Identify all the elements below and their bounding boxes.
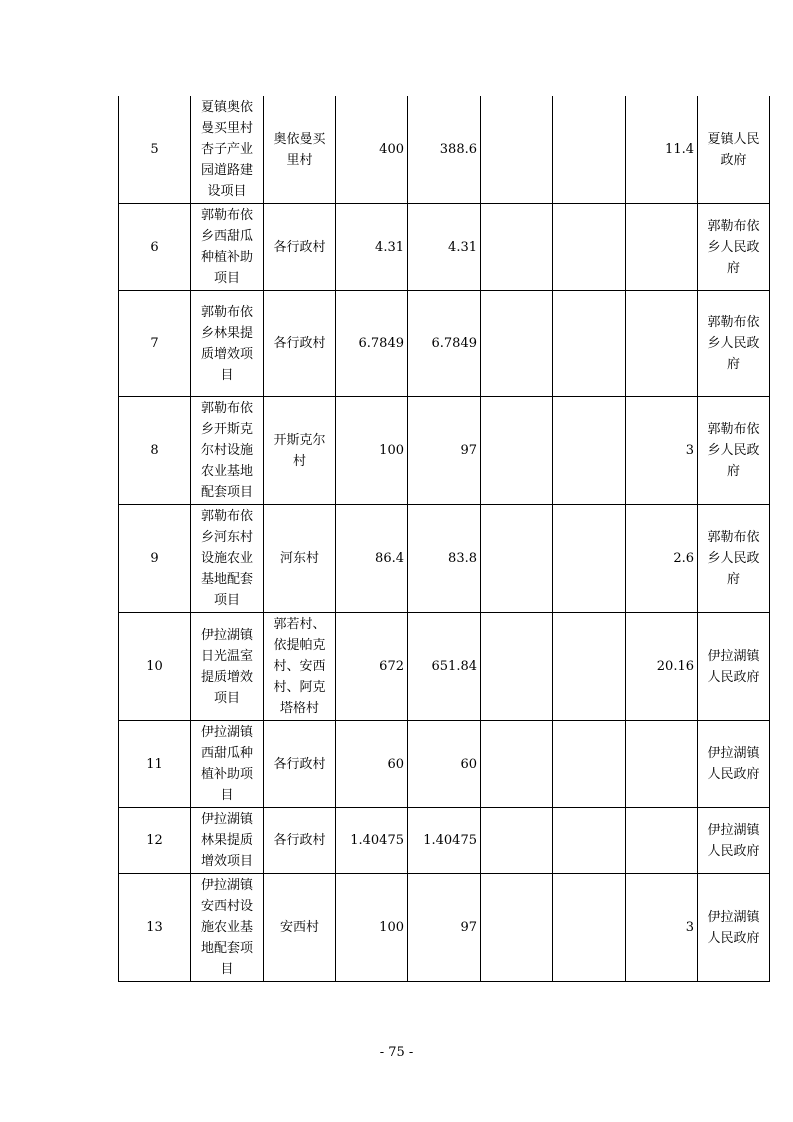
fund-amount-4: 20.16: [656, 659, 694, 674]
fund-amount-1-cell: [408, 291, 481, 397]
row-number-cell: [119, 808, 191, 874]
fund-amount-2-cell: [481, 204, 553, 291]
fund-amount-4: 3: [685, 443, 694, 458]
total-amount: 1.40475: [350, 833, 404, 848]
implementation-scope-cell: [264, 505, 336, 613]
responsible-unit-cell: [698, 613, 770, 721]
total-amount-cell: [336, 291, 408, 397]
total-amount-cell: [336, 505, 408, 613]
fund-amount-4: 3: [685, 920, 694, 935]
responsible-unit: 伊拉湖镇 人民政府: [707, 909, 760, 946]
fund-amount-2-cell: [481, 397, 553, 505]
fund-amount-1: 4.31: [448, 239, 477, 255]
row-number-cell: [119, 874, 191, 982]
implementation-scope-cell: [264, 397, 336, 505]
implementation-scope: 各行政村: [273, 239, 326, 255]
total-amount: 672: [379, 659, 404, 674]
total-amount: 4.31: [375, 239, 404, 255]
project-name-cell: [191, 808, 264, 874]
fund-amount-1: 6.7849: [431, 336, 477, 351]
implementation-scope-cell: [264, 874, 336, 982]
responsible-unit: 郭勒布依 乡人民政 府: [707, 218, 760, 276]
fund-amount-3-cell: [553, 721, 626, 808]
fund-amount-2-cell: [481, 874, 553, 982]
implementation-scope-cell: [264, 204, 336, 291]
row-number: 5: [150, 142, 159, 157]
table-row: [119, 874, 770, 982]
total-amount-cell: [336, 397, 408, 505]
project-name-cell: [191, 204, 264, 291]
row-number: 6: [150, 239, 159, 255]
row-number: 11: [146, 756, 163, 772]
project-name: 郭勒布依 乡开斯克 尔村设施 农业基地 配套项目: [200, 401, 253, 500]
fund-amount-3-cell: [553, 96, 626, 204]
responsible-unit-cell: [698, 808, 770, 874]
total-amount-cell: [336, 808, 408, 874]
fund-amount-1: 97: [460, 920, 477, 935]
responsible-unit: 郭勒布依 乡人民政 府: [707, 315, 760, 372]
table-body: [119, 96, 770, 982]
row-number-cell: [119, 613, 191, 721]
row-number-cell: [119, 505, 191, 613]
fund-amount-2-cell: [481, 808, 553, 874]
fund-amount-4-cell: [626, 397, 698, 505]
responsible-unit: 伊拉湖镇 人民政府: [707, 648, 760, 685]
responsible-unit: 伊拉湖镇 人民政府: [707, 746, 760, 782]
total-amount: 86.4: [375, 551, 404, 566]
fund-amount-1-cell: [408, 397, 481, 505]
project-name-cell: [191, 613, 264, 721]
row-number: 12: [146, 833, 163, 848]
fund-amount-2-cell: [481, 291, 553, 397]
implementation-scope-cell: [264, 291, 336, 397]
total-amount: 100: [379, 920, 404, 935]
fund-amount-3-cell: [553, 808, 626, 874]
fund-amount-4-cell: [626, 808, 698, 874]
fund-amount-3-cell: [553, 613, 626, 721]
project-name-cell: [191, 874, 264, 982]
project-name-cell: [191, 397, 264, 505]
responsible-unit-cell: [698, 397, 770, 505]
project-name: 郭勒布依 乡河东村 设施农业 基地配套 项目: [200, 509, 253, 608]
table-row: [119, 808, 770, 874]
implementation-scope: 安西村: [279, 920, 319, 935]
fund-amount-4-cell: [626, 204, 698, 291]
fund-amount-3-cell: [553, 874, 626, 982]
project-name: 伊拉湖镇 日光温室 提质增效 项目: [200, 627, 253, 706]
row-number: 9: [150, 551, 159, 566]
table-row: [119, 505, 770, 613]
implementation-scope-cell: [264, 721, 336, 808]
fund-amount-1: 60: [460, 756, 477, 772]
row-number: 10: [146, 659, 163, 674]
table-row: [119, 291, 770, 397]
row-number-cell: [119, 96, 191, 204]
implementation-scope: 各行政村: [273, 336, 326, 351]
total-amount: 100: [379, 443, 404, 458]
fund-amount-2-cell: [481, 96, 553, 204]
fund-amount-4-cell: [626, 96, 698, 204]
responsible-unit-cell: [698, 874, 770, 982]
fund-amount-2-cell: [481, 721, 553, 808]
row-number: 7: [150, 336, 159, 351]
implementation-scope: 各行政村: [273, 756, 326, 772]
responsible-unit: 郭勒布依 乡人民政 府: [707, 422, 760, 479]
implementation-scope: 河东村: [279, 551, 319, 566]
page-number: - 75 -: [379, 1045, 414, 1060]
project-name: 伊拉湖镇 安西村设 施农业基 地配套项 目: [200, 878, 253, 977]
fund-amount-1-cell: [408, 505, 481, 613]
fund-amount-1-cell: [408, 96, 481, 204]
fund-amount-4: 11.4: [665, 142, 694, 157]
fund-amount-1: 1.40475: [423, 833, 477, 848]
implementation-scope: 开斯克尔 村: [273, 432, 326, 469]
project-name-cell: [191, 96, 264, 204]
fund-amount-3-cell: [553, 397, 626, 505]
row-number-cell: [119, 291, 191, 397]
row-number: 8: [150, 443, 159, 458]
project-name: 伊拉湖镇 西甜瓜种 植补助项 目: [200, 725, 253, 803]
implementation-scope: 奥依曼买 里村: [273, 131, 326, 168]
fund-amount-2-cell: [481, 505, 553, 613]
fund-amount-3-cell: [553, 505, 626, 613]
table-row: [119, 721, 770, 808]
responsible-unit-cell: [698, 291, 770, 397]
fund-amount-4-cell: [626, 613, 698, 721]
row-number-cell: [119, 397, 191, 505]
table-row: [119, 613, 770, 721]
responsible-unit: 伊拉湖镇 人民政府: [707, 822, 760, 859]
total-amount-cell: [336, 96, 408, 204]
total-amount-cell: [336, 613, 408, 721]
project-name: 郭勒布依 乡西甜瓜 种植补助 项目: [200, 208, 253, 286]
fund-amount-1-cell: [408, 204, 481, 291]
responsible-unit: 郭勒布依 乡人民政 府: [707, 530, 760, 587]
row-number-cell: [119, 204, 191, 291]
project-name-cell: [191, 721, 264, 808]
project-name: 郭勒布依 乡林果提 质增效项 目: [200, 304, 253, 383]
fund-amount-4: 2.6: [673, 551, 694, 566]
table-row: [119, 397, 770, 505]
total-amount-cell: [336, 874, 408, 982]
implementation-scope: 郭若村、 依提帕克 村、安西 村、阿克 塔格村: [273, 617, 326, 716]
fund-amount-1: 97: [460, 443, 477, 458]
project-name: 伊拉湖镇 林果提质 增效项目: [200, 812, 253, 869]
fund-amount-1: 388.6: [439, 142, 477, 157]
fund-amount-1: 83.8: [448, 551, 477, 566]
fund-amount-4-cell: [626, 721, 698, 808]
fund-amount-1: 651.84: [431, 659, 477, 674]
total-amount-cell: [336, 721, 408, 808]
total-amount: 400: [379, 142, 404, 157]
fund-amount-1-cell: [408, 808, 481, 874]
responsible-unit-cell: [698, 204, 770, 291]
implementation-scope: 各行政村: [273, 833, 326, 848]
fund-amount-1-cell: [408, 721, 481, 808]
responsible-unit-cell: [698, 505, 770, 613]
project-name-cell: [191, 291, 264, 397]
implementation-scope-cell: [264, 808, 336, 874]
fund-amount-3-cell: [553, 204, 626, 291]
row-number-cell: [119, 721, 191, 808]
project-name: 夏镇奥依 曼买里村 杏子产业 园道路建 设项目: [200, 100, 253, 199]
implementation-scope-cell: [264, 613, 336, 721]
project-name-cell: [191, 505, 264, 613]
fund-amount-4-cell: [626, 874, 698, 982]
fund-amount-4-cell: [626, 291, 698, 397]
total-amount: 6.7849: [358, 336, 404, 351]
responsible-unit-cell: [698, 721, 770, 808]
table-row: [119, 96, 770, 204]
table-row: [119, 204, 770, 291]
fund-amount-3-cell: [553, 291, 626, 397]
project-table: [118, 96, 770, 982]
total-amount-cell: [336, 204, 408, 291]
fund-amount-2-cell: [481, 613, 553, 721]
implementation-scope-cell: [264, 96, 336, 204]
responsible-unit-cell: [698, 96, 770, 204]
fund-amount-4-cell: [626, 505, 698, 613]
total-amount: 60: [387, 756, 404, 772]
fund-amount-1-cell: [408, 613, 481, 721]
responsible-unit: 夏镇人民 政府: [707, 131, 760, 168]
row-number: 13: [146, 920, 163, 935]
fund-amount-1-cell: [408, 874, 481, 982]
